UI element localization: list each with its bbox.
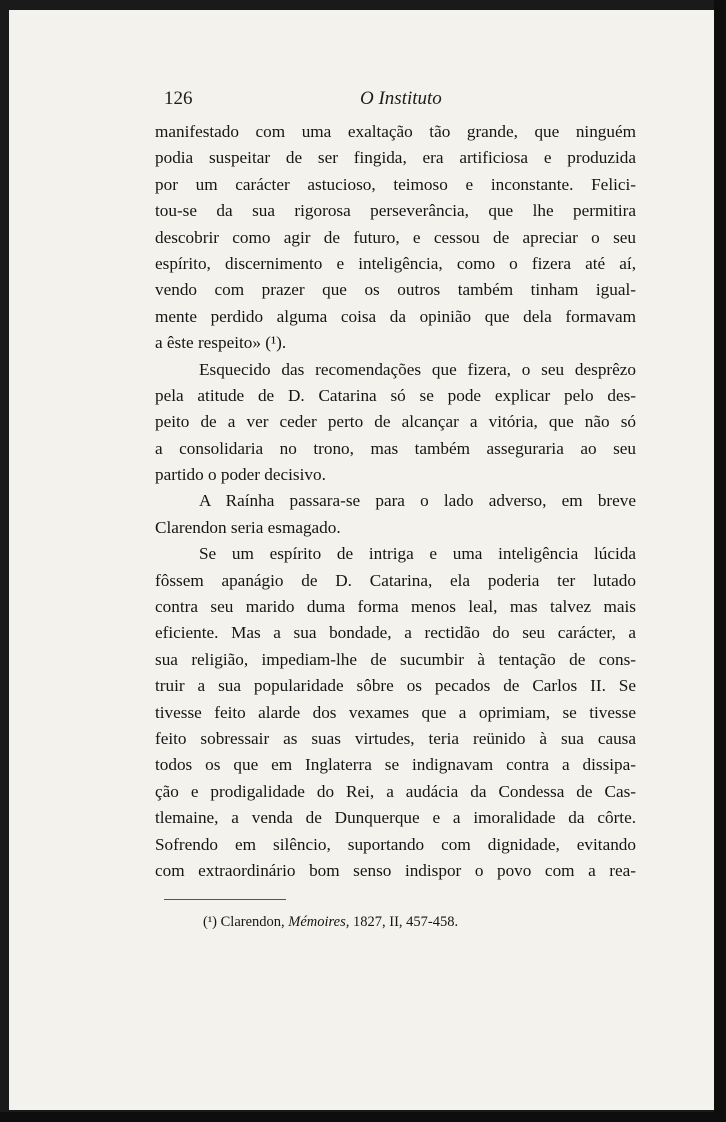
text-line: ção e prodigalidade do Rei, a audácia da Condessa de Cas- (155, 781, 636, 801)
footnote-divider (164, 899, 286, 900)
running-title: O Instituto (360, 88, 442, 109)
text-line: tivesse feito alarde dos vexames que a oprimiam, se tivesse (155, 702, 636, 722)
footnote-work: Mémoires, (288, 914, 350, 930)
text-line: descobrir como agir de futuro, e cessou de apreciar o seu (155, 227, 636, 247)
text-line: Se um espírito de intriga e uma inteligência lúcida (199, 544, 636, 564)
text-line: tou-se da sua rigorosa perseverância, que lhe permitira (155, 201, 636, 221)
text-line: Esquecido das recomendações que fizera, o seu desprêzo (199, 359, 636, 379)
footnote-marker: (¹) (203, 914, 218, 930)
text-line: fôssem apanágio de D. Catarina, ela poderia ter lutado (155, 570, 636, 590)
footnote (203, 914, 458, 931)
text-line: podia suspeitar de ser fingida, era artificiosa e produzida (155, 148, 636, 168)
text-line: com extraordinário bom senso indispor o povo com a rea- (155, 860, 636, 880)
text-line: peito de a ver ceder perto de alcançar a vitória, que não só (155, 412, 636, 432)
text-line: tlemaine, a venda de Dunquerque e a imoralidade da côrte. (155, 808, 636, 828)
text-line: sua religião, impediam-lhe de sucumbir à tentação de cons- (155, 649, 636, 669)
text-line: Sofrendo em silêncio, suportando com dignidade, evitando (155, 834, 636, 854)
footnote-author: Clarendon, (220, 914, 285, 930)
scan-border-bottom (0, 1112, 726, 1122)
text-line: todos os que em Inglaterra se indignavam contra a dissipa- (155, 755, 636, 775)
page-number: 126 (164, 88, 193, 109)
body-text (155, 119, 636, 884)
footnote-details: 1827, II, 457-458. (353, 914, 459, 930)
text-line: feito sobressair as suas virtudes, teria reünido à sua causa (155, 728, 636, 748)
text-line: espírito, discernimento e inteligência, como o fizera até aí, (155, 253, 636, 273)
scan-border-right (714, 0, 726, 1122)
text-line: contra seu marido duma forma menos leal, mas talvez mais (155, 597, 636, 617)
text-line: a êste respeito» (¹). (155, 333, 287, 353)
text-line: partido o poder decisivo. (155, 465, 326, 485)
running-head (164, 80, 644, 110)
text-line: pela atitude de D. Catarina só se pode explicar pelo des- (155, 385, 636, 405)
text-line: por um carácter astucioso, teimoso e inconstante. Felici- (155, 174, 636, 194)
text-line: manifestado com uma exaltação tão grande, que ninguém (155, 122, 636, 141)
text-line: mente perdido alguma coisa da opinião que dela formavam (155, 306, 636, 326)
text-line: Clarendon seria esmagado. (155, 517, 341, 537)
text-line: truir a sua popularidade sôbre os pecados de Carlos II. Se (155, 676, 636, 696)
text-line: vendo com prazer que os outros também tinham igual- (155, 280, 636, 300)
text-line: A Raínha passara-se para o lado adverso, em breve (199, 491, 636, 511)
text-line: eficiente. Mas a sua bondade, a rectidão do seu carácter, a (155, 623, 636, 643)
text-line: a consolidaria no trono, mas também asseguraria ao seu (155, 438, 636, 458)
